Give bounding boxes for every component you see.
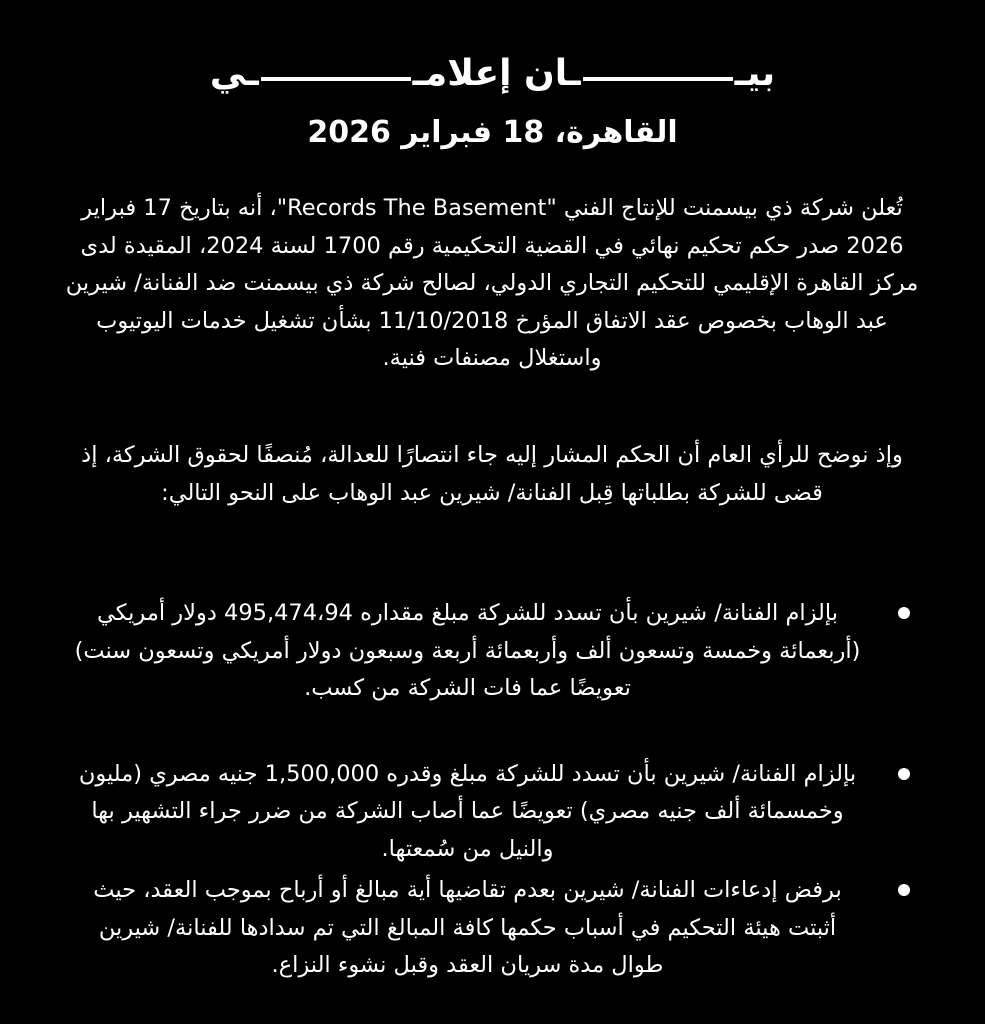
document-title <box>0 44 985 104</box>
list-item <box>70 595 910 708</box>
title-kashida <box>583 77 733 81</box>
ruling-list <box>70 595 910 985</box>
bullet-icon <box>898 607 910 619</box>
list-item-text: برفض إدعاءات الفنانة/ شيرين بعدم تقاضيها أية مبالغ أو أرباح بموجب العقد، حيث أثبتت هيئة التحكيم في أسباب حكمها كافة المبالغ التي تم سدادها للفنانة/ شيرين طوال مدة سريان العقد وقبل نشوء النزاع. <box>93 877 842 978</box>
title-part-start: بيـ <box>734 53 776 94</box>
bullet-icon <box>898 768 910 780</box>
title-part-end: ـي <box>209 53 259 94</box>
list-item-text: بإلزام الفنانة/ شيرين بأن تسدد للشركة مبلغ مقداره 495,474،94 دولار أمريكي (أربعمائة وخمسة وتسعون ألف وأربعمائة أربعة وسبعون دولار أمريكي وتسعون سنت) تعويضًا عما فات الشركة من كسب. <box>74 600 861 701</box>
list-item <box>70 872 910 985</box>
paragraph-ruling-summary: وإذ نوضح للرأي العام أن الحكم المشار إليه جاء انتصارًا للعدالة، مُنصفًا لحقوق الشركة، إذ قضى للشركة بطلباتها قِبل الفنانة/ شيرين عبد الوهاب على النحو التالي: <box>81 442 903 506</box>
list-item <box>70 756 910 869</box>
dateline: القاهرة، 18 فبراير 2026 <box>307 115 678 150</box>
title-kashida <box>261 77 411 81</box>
paragraph-announcement: تُعلن شركة ذي بيسمنت للإنتاج الفني "Records The Basement"، أنه بتاريخ 17 فبراير 2026 صدر حكم تحكيم نهائي في القضية التحكيمية رقم 1700 لسنة 2024، المقيدة لدى مركز القاهرة الإقليمي للتحكيم التجاري الدولي، لصالح شركة ذي بيسمنت ضد الفنانة/ شيرين عبد الوهاب بخصوص عقد الاتفاق المؤرخ 11/10/2018 بشأن تشغيل خدمات اليوتيوب واستغلال مصنفات فنية. <box>65 195 919 371</box>
title-part-middle: ـان إعلامـ <box>412 53 581 94</box>
list-item-text: بإلزام الفنانة/ شيرين بأن تسدد للشركة مبلغ وقدره 1,500,000 جنيه مصري (مليون وخمسمائة ألف جنيه مصري) تعويضًا عما أصاب الشركة من ضرر جراء التشهير بها والنيل من سُمعتها. <box>78 760 857 862</box>
bullet-icon <box>898 884 910 896</box>
